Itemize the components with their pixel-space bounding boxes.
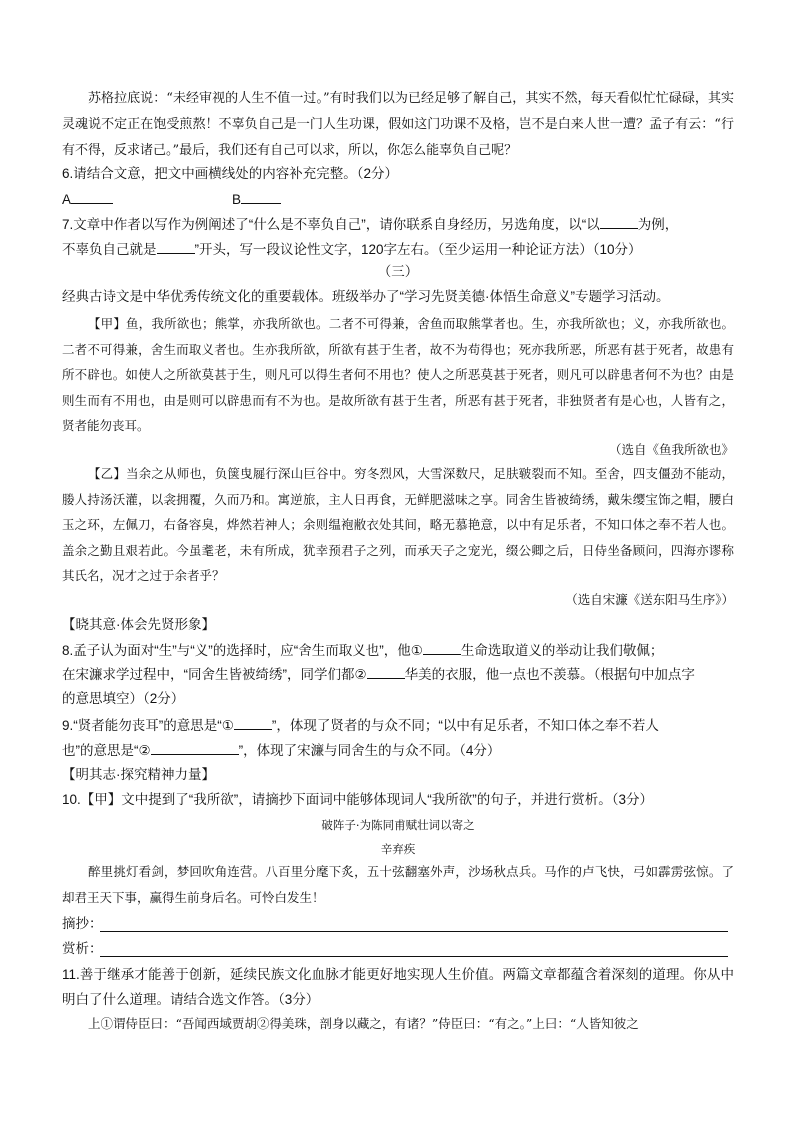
section-b-heading: 【明其志·探究精神力量】 [62,767,215,782]
question-9-blank-2[interactable] [151,740,239,755]
question-9-text-c: 也”的意思是“② [62,743,151,758]
question-7-text-b: 为例， [637,217,679,232]
question-7-text-a: 7.文章中作者以写作为例阐述了“什么是不辜负自己”，请你联系自身经历，另选角度，以“以 [62,217,600,232]
question-8-blank-1[interactable] [423,640,461,655]
poem-title: 破阵子·为陈同甫赋壮词以寄之 [321,818,475,832]
question-8-line-3: 的意思填空）（2分） [62,691,185,706]
section-a-heading: 【晓其意·体会先贤形象】 [62,617,215,632]
question-8-line-2 [62,664,734,685]
section-3-intro: 经典古诗文是中华优秀传统文化的重要载体。班级举办了“学习先贤美德·体悟生命意义”专题学习活动。 [62,289,670,304]
question-9-line-2 [62,740,734,761]
question-8-text-d: 华美的衣服，他一点也不羡慕。（根据句中加点字 [404,667,695,682]
section-3-heading: （三） [377,264,419,279]
question-7-text-c: 不辜负自己就是 [62,242,157,257]
question-6-answers [62,189,734,210]
poem-author: 辛弃疾 [380,842,416,856]
question-7-line-2 [62,239,734,260]
answer-label-a: A [62,192,72,207]
question-7-blank-1[interactable] [600,214,638,229]
question-11: 11.善于继承才能善于创新，延续民族文化血脉才能更好地实现人生价值。两篇文章都蕴含着深刻的道理。你从中明白了什么道理。请结合选文作答。（3分） [62,967,734,1007]
question-8-text-a: 8.孟子认为面对“生”与“义”的选择时，应“舍生而取义也”，他① [62,643,423,658]
passage-yi: 【乙】当余之从师也，负箧曳屣行深山巨谷中。穷冬烈风，大雪深数尺，足肤皲裂而不知。至舍，四支僵劲不能动，媵人持汤沃灌，以衾拥覆，久而乃和。寓逆旅，主人日再食，无鲜肥滋味之享。同舍生皆被绮绣，戴朱缨宝饰之帽，腰白玉之环，左佩刀，右备容臭，烨然若神人；余则缊袍敝衣处其间，略无慕艳意，以中有足乐者，不知口体之奉不若人也。盖余之勤且艰若此。今虽耄老，未有所成，犹幸预君子之列，而承天子之宠光，缀公卿之后，日侍坐备顾问，四海亦谬称其氏名，况才之过于余者乎？ [62,466,734,583]
question-7-blank-2[interactable] [157,239,195,254]
answer-blank-b[interactable] [241,189,281,204]
poem-body: 醉里挑灯看剑，梦回吹角连营。八百里分麾下炙，五十弦翻塞外声，沙场秋点兵。马作的卢飞快，弓如霹雳弦惊。了却君王天下事，赢得生前身后名。可怜白发生！ [62,864,734,905]
question-9-line-1 [62,715,734,736]
question-9-text-a: 9.“贤者能勿丧耳”的意思是“① [62,718,234,733]
question-10: 10.【甲】文中提到了“我所欲”，请摘抄下面词中能够体现词人“我所欲”的句子，并进行赏析。（3分） [62,792,654,807]
question-8-text-b: 生命选取道义的举动让我们敬佩； [460,643,664,658]
analysis-label: 赏析： [62,941,103,956]
question-8-line-1 [62,640,734,661]
final-passage-line: 上①谓侍臣曰：“吾闻西域贾胡②得美珠，剖身以藏之，有诸？”侍臣曰：“有之。”上曰：“人皆知彼之 [88,1016,639,1031]
question-9-blank-1[interactable] [234,715,272,730]
analysis-answer-line[interactable] [100,956,728,957]
answer-label-b: B [232,192,242,207]
question-7-line-1 [62,214,734,235]
question-9-text-d: ”，体现了宋濂与同舍生的与众不同。（4分） [238,743,501,758]
question-8-text-c: 在宋濂求学过程中，“同舍生皆被绮绣”，同学们都② [62,667,367,682]
excerpt-label: 摘抄： [62,916,103,931]
question-9-text-b: ”，体现了贤者的与众不同；“以中有足乐者，不知口体之奉不若人 [271,718,659,733]
intro-paragraph: 苏格拉底说：“未经审视的人生不值一过。”有时我们以为已经足够了解自己，其实不然，每天看似忙忙碌碌，其实灵魂说不定正在饱受煎熬！不辜负自己是一门人生功课，假如这门功课不及格，岂不是白来人世一遭？孟子有云：“行有不得，反求诸己。”最后，我们还有自己可以求，所以，你怎么能辜负自己呢？ [62,91,734,158]
passage-jia-source: （选自《鱼我所欲也》 [608,442,734,457]
question-8-blank-2[interactable] [367,664,405,679]
passage-jia: 【甲】鱼，我所欲也；熊掌，亦我所欲也。二者不可得兼，舍鱼而取熊掌者也。生，亦我所欲也；义，亦我所欲也。二者不可得兼，舍生而取义者也。生亦我所欲，所欲有甚于生者，故不为苟得也；死亦我所恶，所恶有甚于死者，故患有所不辟也。如使人之所欲莫甚于生，则凡可以得生者何不用也？使人之所恶莫甚于死者，则凡可以辟患者何不为也？由是则生而有不用也，由是则可以辟患而有不为也。是故所欲有甚于生者，所恶有甚于死者，非独贤者有是心也，人皆有之，贤者能勿丧耳。 [62,316,734,433]
answer-blank-a[interactable] [71,189,113,204]
passage-yi-source: （选自宋濂《送东阳马生序》） [565,592,734,607]
excerpt-answer-line[interactable] [100,931,728,932]
question-6: 6.请结合文意，把文中画横线处的内容补充完整。（2分） [62,166,399,181]
question-7-text-d: ”开头，写一段议论性文字，120字左右。（至少运用一种论证方法）（10分） [194,242,642,257]
